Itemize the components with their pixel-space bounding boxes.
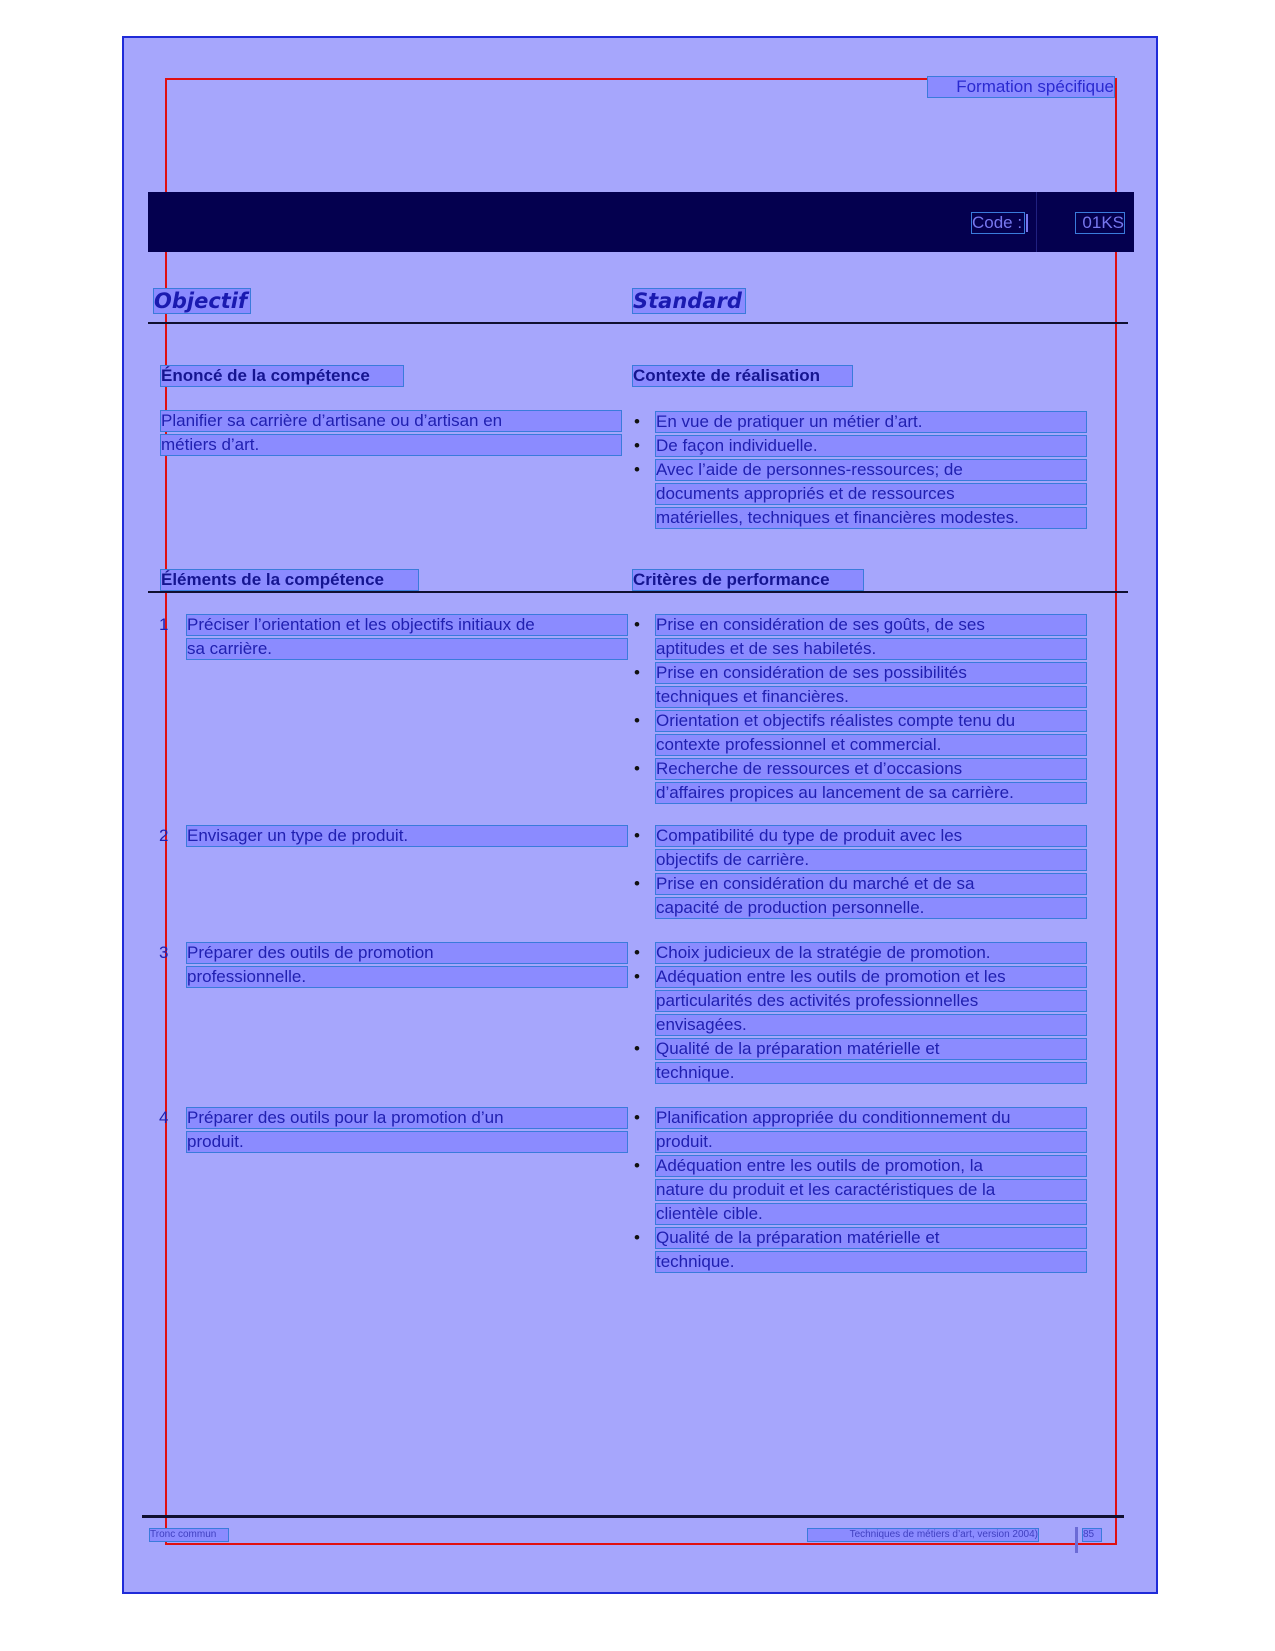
standard-heading: Standard — [633, 289, 745, 313]
element-line: Préciser l’orientation et les objectifs initiaux de — [187, 615, 627, 635]
element-number: 3 — [159, 943, 169, 962]
criterion-line: contexte professionnel et commercial. — [656, 735, 1086, 755]
criterion-line: clientèle cible. — [656, 1204, 1086, 1224]
criterion-line: Qualité de la préparation matérielle et — [656, 1039, 1086, 1059]
bullet-icon: • — [634, 1156, 640, 1175]
criterion-item — [634, 711, 1086, 755]
contexte-item — [634, 412, 1086, 432]
criterion-line: d’affaires propices au lancement de sa carrière. — [656, 783, 1086, 803]
enonce-heading: Énoncé de la compétence — [161, 366, 403, 386]
elements-rule — [148, 591, 1128, 593]
footer-right: Techniques de métiers d’art, version 2004) — [808, 1529, 1038, 1541]
criteria-list — [634, 943, 1086, 1087]
criterion-item — [634, 943, 1086, 963]
footer-left: Tronc commun — [150, 1529, 228, 1541]
bullet-icon: • — [634, 826, 640, 845]
criteres-heading: Critères de performance — [633, 570, 863, 590]
element-number: 1 — [159, 615, 169, 634]
criterion-line: Adéquation entre les outils de promotion, la — [656, 1156, 1086, 1176]
bullet-icon: • — [634, 1039, 640, 1058]
element-number: 4 — [159, 1108, 169, 1127]
element-item — [159, 615, 627, 663]
criterion-item — [634, 1156, 1086, 1224]
criterion-item — [634, 663, 1086, 707]
element-item — [159, 943, 627, 991]
criterion-line: Orientation et objectifs réalistes compte tenu du — [656, 711, 1086, 731]
criterion-item — [634, 826, 1086, 870]
criterion-item — [634, 1108, 1086, 1152]
contexte-heading: Contexte de réalisation — [633, 366, 852, 386]
element-item — [159, 826, 627, 850]
criterion-line: Recherche de ressources et d’occasions — [656, 759, 1086, 779]
criterion-item — [634, 967, 1086, 1035]
bullet-icon: • — [634, 943, 640, 962]
contexte-line: matérielles, techniques et financières modestes. — [656, 508, 1086, 528]
contexte-item — [634, 460, 1086, 528]
bullet-icon: • — [634, 1228, 640, 1247]
criteria-list — [634, 826, 1086, 922]
objectif-heading: Objectif — [154, 289, 250, 313]
contexte-item — [634, 436, 1086, 456]
contexte-line: En vue de pratiquer un métier d’art. — [656, 412, 1086, 432]
element-line: professionnelle. — [187, 967, 627, 987]
element-number: 2 — [159, 826, 169, 845]
criterion-line: Adéquation entre les outils de promotion et les — [656, 967, 1086, 987]
criterion-item — [634, 615, 1086, 659]
formation-label: Formation spécifique — [928, 77, 1114, 97]
bullet-icon: • — [634, 663, 640, 682]
footer-rule — [142, 1515, 1124, 1518]
criterion-line: Prise en considération du marché et de sa — [656, 874, 1086, 894]
bullet-icon: • — [634, 967, 640, 986]
bullet-icon: • — [634, 759, 640, 778]
contexte-line: De façon individuelle. — [656, 436, 1086, 456]
criterion-line: Compatibilité du type de produit avec les — [656, 826, 1086, 846]
heading-rule — [148, 322, 1128, 324]
criterion-line: produit. — [656, 1132, 1086, 1152]
element-line: produit. — [187, 1132, 627, 1152]
element-line: Préparer des outils pour la promotion d’un — [187, 1108, 627, 1128]
title-bar-divider — [1036, 192, 1037, 252]
criterion-line: techniques et financières. — [656, 687, 1086, 707]
contexte-line: Avec l’aide de personnes-ressources; de — [656, 460, 1086, 480]
contexte-line: documents appropriés et de ressources — [656, 484, 1086, 504]
code-value: 01KS — [1076, 213, 1124, 233]
bullet-icon: • — [634, 1108, 640, 1127]
page-number: 85 — [1083, 1529, 1101, 1541]
bullet-icon: • — [634, 711, 640, 730]
criterion-line: envisagées. — [656, 1015, 1086, 1035]
criterion-line: technique. — [656, 1063, 1086, 1083]
criteria-list — [634, 615, 1086, 807]
code-label: Code : — [972, 213, 1023, 232]
criterion-line: aptitudes et de ses habiletés. — [656, 639, 1086, 659]
criterion-line: Qualité de la préparation matérielle et — [656, 1228, 1086, 1248]
criterion-item — [634, 1039, 1086, 1083]
criterion-line: objectifs de carrière. — [656, 850, 1086, 870]
bullet-icon: • — [634, 460, 640, 479]
bullet-icon: • — [634, 874, 640, 893]
footer-separator — [1075, 1527, 1078, 1553]
bullet-icon: • — [634, 436, 640, 455]
criterion-line: Choix judicieux de la stratégie de promotion. — [656, 943, 1086, 963]
element-line: Envisager un type de produit. — [187, 826, 627, 846]
criterion-line: nature du produit et les caractéristiques de la — [656, 1180, 1086, 1200]
bullet-icon: • — [634, 412, 640, 431]
criterion-item — [634, 1228, 1086, 1272]
criterion-item — [634, 874, 1086, 918]
criterion-line: technique. — [656, 1252, 1086, 1272]
criteria-list — [634, 1108, 1086, 1276]
element-line: Préparer des outils de promotion — [187, 943, 627, 963]
element-item — [159, 1108, 627, 1156]
enonce-line: Planifier sa carrière d’artisane ou d’artisan en — [161, 411, 621, 431]
criterion-item — [634, 759, 1086, 803]
criterion-line: Prise en considération de ses possibilités — [656, 663, 1086, 683]
criterion-line: capacité de production personnelle. — [656, 898, 1086, 918]
code-separator — [1026, 214, 1031, 232]
enonce-text — [161, 411, 621, 459]
enonce-line: métiers d’art. — [161, 435, 621, 455]
criterion-line: particularités des activités professionnelles — [656, 991, 1086, 1011]
criterion-line: Planification appropriée du conditionnement du — [656, 1108, 1086, 1128]
elements-heading: Éléments de la compétence — [161, 570, 418, 590]
contexte-list — [634, 412, 1086, 532]
bullet-icon: • — [634, 615, 640, 634]
criterion-line: Prise en considération de ses goûts, de ses — [656, 615, 1086, 635]
element-line: sa carrière. — [187, 639, 627, 659]
